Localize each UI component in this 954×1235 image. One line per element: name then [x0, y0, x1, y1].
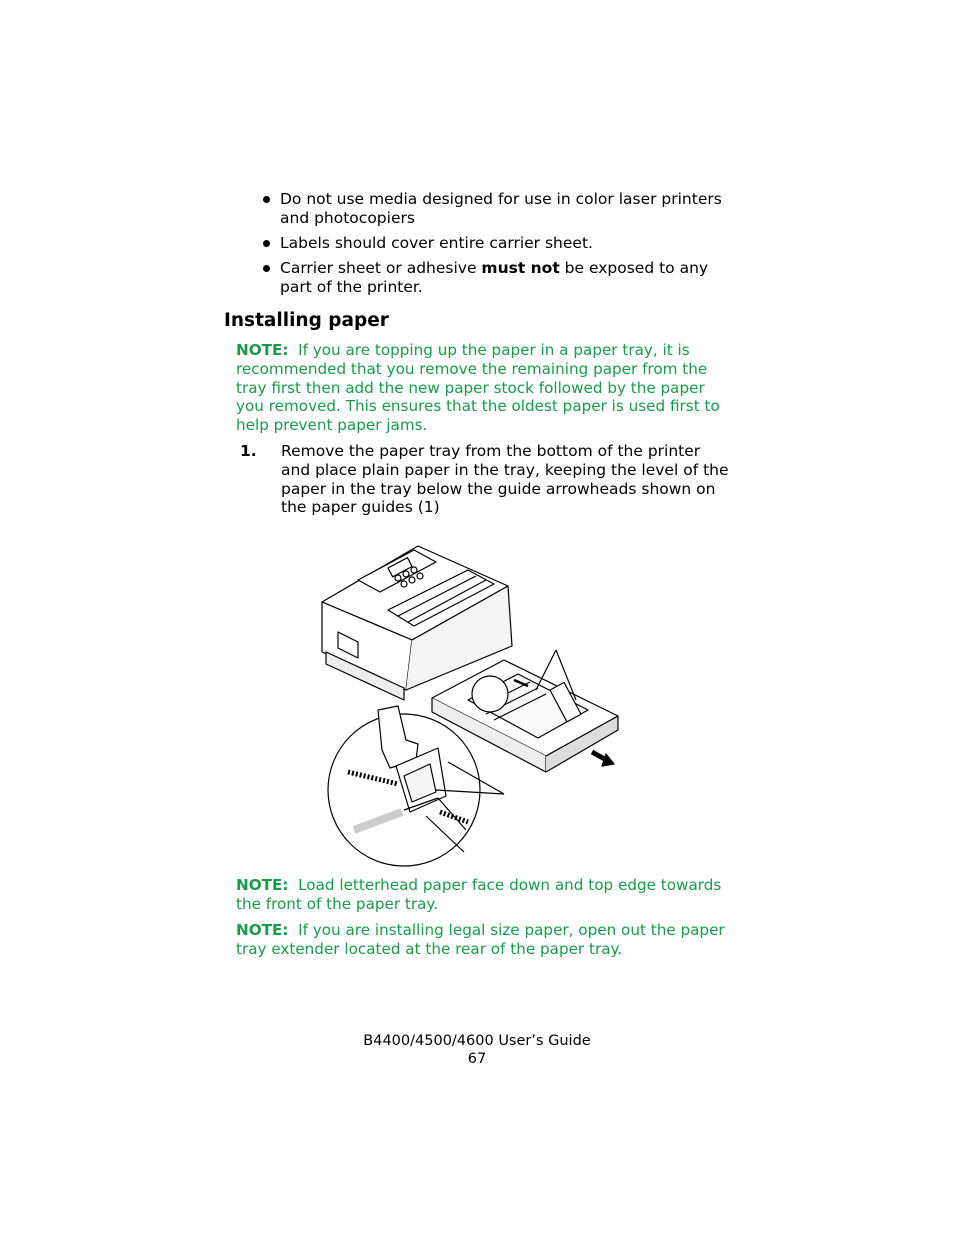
step-number: 1. [240, 442, 257, 460]
list-item: Do not use media designed for use in color laser printers and photocopiers [262, 190, 742, 228]
step-text: Remove the paper tray from the bottom of the printer and place plain paper in the tray, keeping the level of the paper in the tray below the guide arrowheads shown on the paper guides (1) [281, 442, 729, 517]
emphasis: must not [481, 259, 560, 277]
bullet-icon [263, 265, 270, 272]
note-topping-up: NOTE: If you are topping up the paper in a paper tray, it is recommended that you remove the remaining paper from the tray first then add the new paper stock followed by the paper you removed. This ensures that the oldest paper is used first to help prevent paper jams. [236, 341, 720, 435]
list-item: Labels should cover entire carrier sheet. [262, 234, 742, 253]
bullet-icon [263, 196, 270, 203]
page-footer [0, 1032, 954, 1068]
guide-title: B4400/4500/4600 User’s Guide [363, 1033, 591, 1049]
note-letterhead: NOTE: Load letterhead paper face down and top edge towards the front of the paper tray. [236, 876, 722, 913]
note-legal-size: NOTE: If you are installing legal size paper, open out the paper tray extender located at the rear of the paper tray. [236, 921, 725, 958]
page-number: 67 [467, 1051, 487, 1067]
list-item: Carrier sheet or adhesive must not be exposed to any part of the printer. [262, 259, 742, 297]
bullet-list [262, 190, 742, 303]
section-heading: Installing paper [224, 310, 389, 331]
printer-paper-tray-illustration [318, 540, 630, 870]
bullet-icon [263, 240, 270, 247]
